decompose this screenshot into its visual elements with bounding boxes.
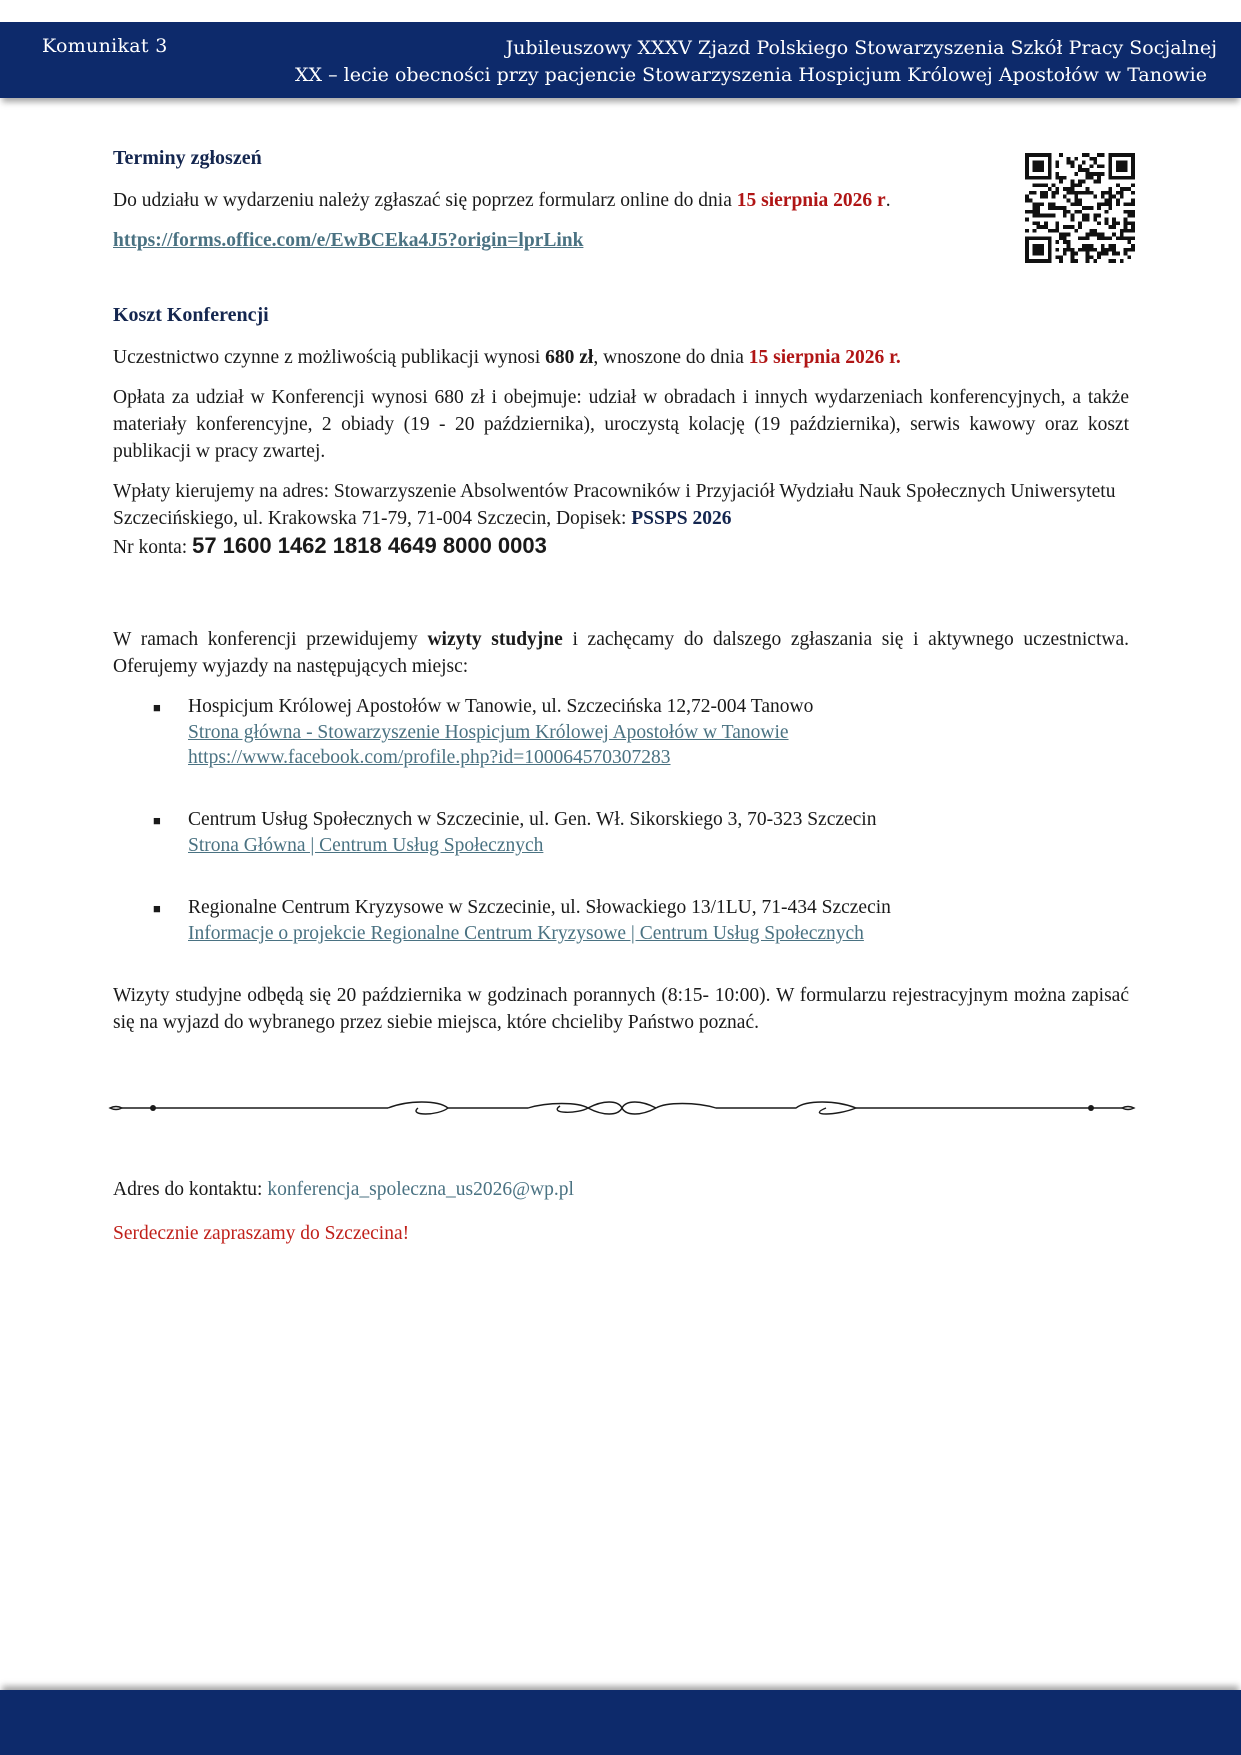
event-title-line2: XX – lecie obecności przy pacjencie Stowarzyszenia Hospicjum Królowej Apostołów w Tanowie xyxy=(295,64,1207,86)
cus-website-link[interactable]: Strona Główna | Centrum Usług Społecznych xyxy=(188,835,544,856)
hospice-facebook-link[interactable]: https://www.facebook.com/profile.php?id=100064570307283 xyxy=(188,747,671,768)
list-item: ■ Regionalne Centrum Kryzysowe w Szczecinie, ul. Słowackiego 13/1LU, 71-434 Szczecin Informacje o projekcie Regionalne Centrum Kryzysowe | Centrum Usług Społecznych xyxy=(113,894,1129,946)
bullet-icon: ■ xyxy=(153,813,161,828)
bullet-icon: ■ xyxy=(153,700,161,715)
communique-number: Komunikat 3 xyxy=(42,35,168,57)
contact-section xyxy=(113,1176,574,1264)
cost-title: Koszt Konferencji xyxy=(113,304,269,326)
bullet-icon: ■ xyxy=(153,901,161,916)
payment-note: PSSPS 2026 xyxy=(631,508,732,529)
list-item: ■ Hospicjum Królowej Apostołów w Tanowie, ul. Szczecińska 12,72-004 Tanowo Strona główna - Stowarzyszenie Hospicjum Królowej Apostołów w Tanowie https://www.facebook.com/profile.php?id=100064570307283 xyxy=(113,693,1129,770)
cost-deadline: 15 sierpnia 2026 r. xyxy=(748,347,901,368)
cost-amount: 680 zł xyxy=(545,347,594,368)
payment-info: Wpłaty kierujemy na adres: Stowarzyszenie Absolwentów Pracowników i Przyjaciół Wydziału Nauk Społecznych Uniwersytetu Szczecińskiego, ul. Krakowska 71-79, 71-004 Szczecin, Dopisek: PSSPS 2026 Nr konta: 57 1600 1462 1818 4649 8000 0003 xyxy=(113,481,1116,558)
visits-intro: W ramach konferencji przewidujemy wizyty studyjne i zachęcamy do dalszego zgłaszania się i aktywnego uczestnictwa. Oferujemy wyjazdy na następujących miejsc: xyxy=(113,629,1129,677)
ornamental-divider xyxy=(108,1096,1136,1120)
list-item: ■ Centrum Usług Społecznych w Szczecinie, ul. Gen. Wł. Sikorskiego 3, 70-323 Szczecin Strona Główna | Centrum Usług Społecznych xyxy=(113,806,1129,858)
invitation: Serdecznie zapraszamy do Szczecina! xyxy=(113,1223,410,1244)
cost-details: Opłata za udział w Konferencji wynosi 680 zł i obejmuje: udział w obradach i innych wydarzeniach konferencyjnych, a także materiały konferencyjne, 2 obiady (19 - 20 października), uroczystą kolację (19 października), serwis kawowy oraz koszt publikacji w pracy zwartej. xyxy=(113,387,1129,462)
registration-deadline: 15 sierpnia 2026 r xyxy=(736,190,886,211)
registration-text: Do udziału w wydarzeniu należy zgłaszać się poprzez formularz online do dnia 15 sierpnia 2026 r. xyxy=(113,190,891,211)
footer-bar xyxy=(0,1690,1241,1755)
account-number: 57 1600 1462 1818 4649 8000 0003 xyxy=(192,533,547,558)
hospice-website-link[interactable]: Strona główna - Stowarzyszenie Hospicjum Królowej Apostołów w Tanowie xyxy=(188,722,789,743)
header-bar xyxy=(0,22,1241,98)
visits-closing: Wizyty studyjne odbędą się 20 października w godzinach porannych (8:15- 10:00). W formularzu rejestracyjnym można zapisać się na wyjazd do wybranego przez siebie miejsca, które chcieliby Państwo poznać. xyxy=(113,985,1129,1033)
crisis-center-link[interactable]: Informacje o projekcie Regionalne Centrum Kryzysowe | Centrum Usług Społecznych xyxy=(188,923,864,944)
event-title-line1: Jubileuszowy XXXV Zjazd Polskiego Stowarzyszenia Szkół Pracy Socjalnej xyxy=(505,37,1217,59)
registration-title: Terminy zgłoszeń xyxy=(113,147,262,169)
main-content xyxy=(113,145,1129,1049)
contact-line: Adres do kontaktu: konferencja_spoleczna_us2026@wp.pl xyxy=(113,1179,574,1200)
event-title xyxy=(295,35,1217,89)
visits-list xyxy=(113,693,1129,946)
registration-form-link[interactable]: https://forms.office.com/e/EwBCEka4J5?origin=lprLink xyxy=(113,230,584,251)
contact-email-link[interactable]: konferencja_spoleczna_us2026@wp.pl xyxy=(267,1179,574,1200)
cost-participation: Uczestnictwo czynne z możliwością publikacji wynosi 680 zł, wnoszone do dnia 15 sierpnia 2026 r. xyxy=(113,347,901,368)
